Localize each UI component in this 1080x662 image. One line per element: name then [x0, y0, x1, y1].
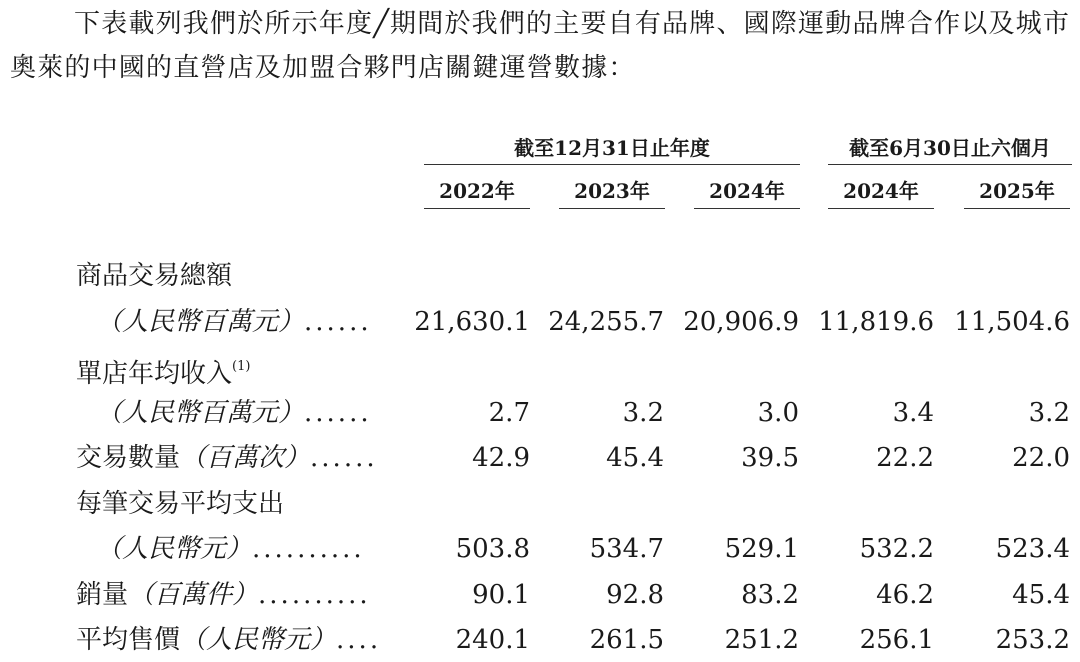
table-cell: 261.5: [589, 625, 664, 655]
table-cell: 45.4: [606, 443, 664, 473]
table-cell: 90.1: [472, 580, 530, 610]
table-cell: 3.2: [1028, 398, 1070, 428]
table-cell: 523.4: [995, 534, 1070, 564]
table-cell: 24,255.7: [548, 307, 664, 337]
year-header-2025-h1: 2025年: [964, 176, 1070, 209]
table-cell: 11,504.6: [954, 307, 1070, 337]
table-cell: 22.0: [1012, 443, 1070, 473]
footnote-marker: (1): [232, 359, 251, 374]
table-cell: 503.8: [455, 534, 530, 564]
row-label-gmv: 商品交易總額: [76, 261, 233, 291]
year-header-2023: 2023年: [559, 176, 665, 209]
row-unit-avg-spend: （人民幣元）..........: [96, 534, 365, 564]
header-group-six-months: 截至6月30日止六個月: [828, 134, 1072, 165]
row-label-sales-volume: 銷量（百萬件）..........: [76, 580, 371, 610]
year-header-2024-h1: 2024年: [828, 176, 934, 209]
table-cell: 39.5: [741, 443, 799, 473]
year-header-2024: 2024年: [694, 176, 800, 209]
table-cell: 534.7: [589, 534, 664, 564]
row-unit-gmv: （人民幣百萬元）......: [96, 307, 372, 337]
row-label-transactions: 交易數量（百萬次）......: [76, 443, 378, 473]
intro-paragraph: 下表載列我們於所示年度╱期間於我們的主要自有品牌、國際運動品牌合作以及城市奧萊的中國的直營店及加盟合夥門店關鍵運營數據：: [10, 9, 1071, 83]
row-label-avg-spend: 每筆交易平均支出: [76, 489, 285, 519]
table-cell: 532.2: [859, 534, 934, 564]
table-cell: 253.2: [995, 625, 1070, 655]
table-cell: 3.4: [892, 398, 934, 428]
row-label-avg-price: 平均售價（人民幣元）....: [76, 625, 382, 655]
year-header-2022: 2022年: [424, 176, 530, 209]
table-cell: 22.2: [876, 443, 934, 473]
row-unit-revenue-per-store: （人民幣百萬元）......: [96, 398, 372, 428]
table-cell: 83.2: [741, 580, 799, 610]
table-cell: 21,630.1: [414, 307, 530, 337]
table-cell: 92.8: [606, 580, 664, 610]
table-cell: 45.4: [1012, 580, 1070, 610]
table-cell: 42.9: [472, 443, 530, 473]
header-group-full-year: 截至12月31日止年度: [424, 134, 800, 165]
table-cell: 240.1: [455, 625, 530, 655]
table-cell: 251.2: [724, 625, 799, 655]
table-cell: 529.1: [724, 534, 799, 564]
table-cell: 3.0: [757, 398, 799, 428]
table-cell: 3.2: [622, 398, 664, 428]
table-cell: 256.1: [859, 625, 934, 655]
table-cell: 46.2: [876, 580, 934, 610]
table-cell: 20,906.9: [683, 307, 799, 337]
table-cell: 11,819.6: [818, 307, 934, 337]
table-cell: 2.7: [488, 398, 530, 428]
row-label-revenue-per-store: 單店年均收入$^{(1)}$: [76, 359, 251, 389]
